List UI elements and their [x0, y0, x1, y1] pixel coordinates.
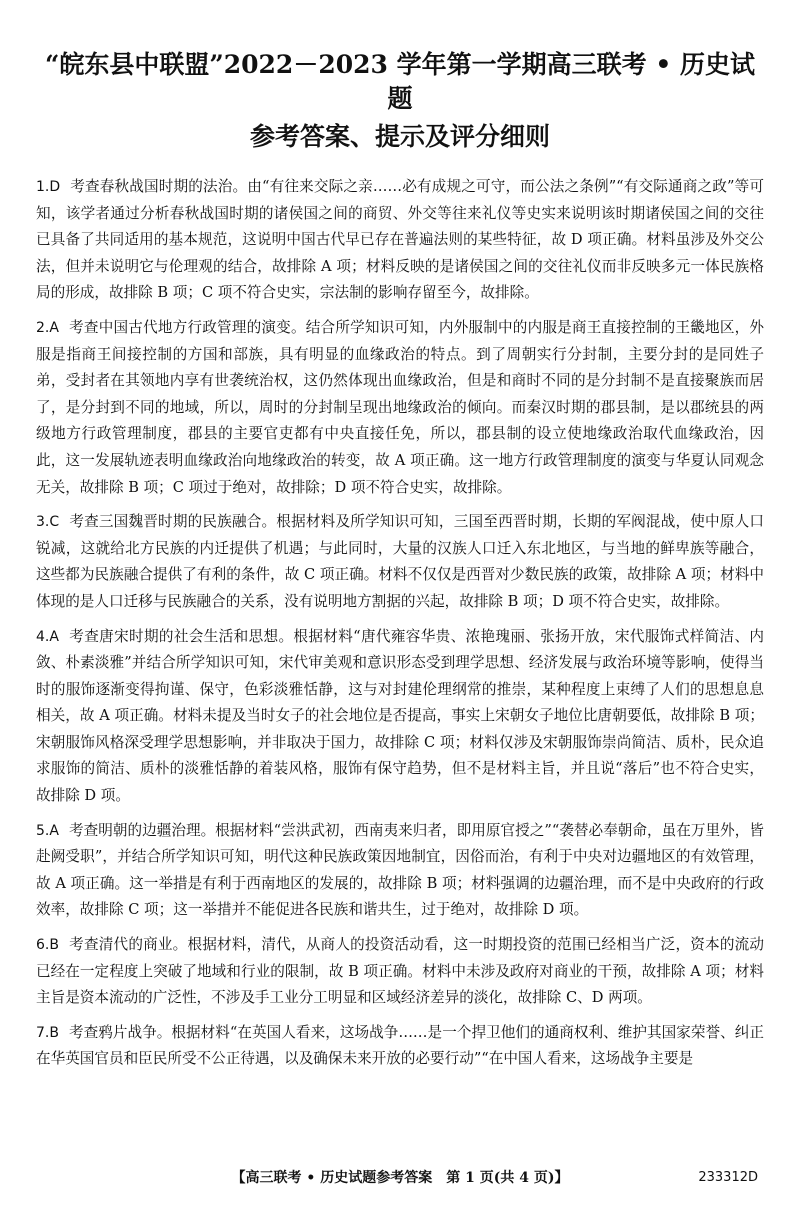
- answer-text: 考查清代的商业。根据材料，清代，从商人的投资活动看，这一时期投资的范围已经相当广泛，资本的流动已经在一定程度上突破了地域和行业的限制，故 B 项正确。材料中未涉及政府对商业的干预，故排除 A 项；材料主旨是资本流动的广泛性，不涉及手工业分工明显和区域经济差异的淡化，故排除 C、D 两项。: [36, 936, 764, 1007]
- answer-number: 7.B: [36, 1024, 59, 1041]
- answer-number: 4.A: [36, 628, 59, 645]
- answer-list: [36, 174, 764, 1073]
- answer-item-1: [36, 174, 764, 307]
- page-title: “皖东县中联盟”2022－2023 学年第一学期高三联考 • 历史试题: [44, 50, 755, 113]
- answer-text: 考查明朝的边疆治理。根据材料“尝洪武初，西南夷来归者，即用原官授之”“袭替必奉朝命，虽在万里外，皆赴阙受职”，并结合所学知识可知，明代这种民族政策因地制宜，因俗而治，有利于中央对边疆地区的有效管理，故 A 项正确。这一举措是有利于西南地区的发展的，故排除 B 项；材料强调的边疆治理，而不是中央政府的行政效率，故排除 C 项；这一举措并不能促进各民族和谐共生，过于绝对，故排除 D 项。: [36, 821, 764, 919]
- answer-text: 考查中国古代地方行政管理的演变。结合所学知识可知，内外服制中的内服是商王直接控制的王畿地区，外服是指商王间接控制的方国和部族，具有明显的血缘政治的特点。到了周朝实行分封制，主要分封的是同姓子弟，受封者在其领地内享有世袭统治权，这仍然体现出血缘政治，但是和商时不同的是分封制不是直接聚族而居了，是分封到不同的地域，所以，周时的分封制呈现出地缘政治的倾向。而秦汉时期的郡县制，是以郡统县的两级地方行政管理制度，郡县的主要官吏都有中央直接任免，所以，郡县制的设立使地缘政治取代血缘政治，因此，这一发展轨迹表明血缘政治向地缘政治的转变，故 A 项正确。这一地方行政管理制度的演变与华夏认同观念无关，故排除 B 项；C 项过于绝对，故排除；D 项不符合史实，故排除。: [36, 318, 764, 496]
- answer-text: 考查春秋战国时期的法治。由“有往来交际之亲……必有成规之可守，而公法之条例”“有交际通商之政”等可知，该学者通过分析春秋战国时期的诸侯国之间的商贸、外交等往来礼仪等史实来说明该时期诸侯国之间的交往已具备了共同适用的基本规范，这说明中国古代早已存在普遍法则的某些特征，故 D 项正确。材料虽涉及外交公法，但并未说明它与伦理观的结合，故排除 A 项；材料反映的是诸侯国之间的交往礼仪而非反映多元一体民族格局的形成，故排除 B 项；C 项不符合史实，宗法制的影响存留至今，故排除。: [36, 178, 764, 302]
- answer-item-3: [36, 509, 764, 615]
- answer-text: 考查唐宋时期的社会生活和思想。根据材料“唐代雍容华贵、浓艳瑰丽、张扬开放，宋代服饰式样简洁、内敛、朴素淡雅”并结合所学知识可知，宋代审美观和意识形态受到理学思想、经济发展与政治环境等影响，使得当时的服饰逐渐变得拘谨、保守，色彩淡雅恬静，这与对封建伦理纲常的推崇，某种程度上束缚了人们的思想息息相关，故 A 项正确。材料未提及当时女子的社会地位是否提高，事实上宋朝女子地位比唐朝要低，故排除 B 项；宋朝服饰风格深受理学思想影响，并非取决于国力，故排除 C 项；材料仅涉及宋朝服饰崇尚简洁、质朴，民众追求服饰的简洁、质朴的淡雅恬静的着装风格，服饰有保守趋势，但不是材料主旨，并且说“落后”也不符合史实，故排除 D 项。: [36, 627, 764, 805]
- answer-item-2: [36, 315, 764, 501]
- answer-number: 1.D: [36, 179, 61, 195]
- answer-text: 考查鸦片战争。根据材料“在英国人看来，这场战争……是一个捍卫他们的通商权利、维护其国家荣誉、纠正在华英国官员和臣民所受不公正待遇，以及确保未来开放的必要行动”“在中国人看来，这场战争主要是: [36, 1023, 764, 1068]
- answer-item-5: [36, 818, 764, 924]
- answer-number: 5.A: [36, 822, 59, 839]
- answer-number: 6.B: [36, 937, 59, 954]
- page-footer: [0, 1166, 800, 1190]
- document-code: 233312D: [698, 1170, 758, 1185]
- page-subtitle: 参考答案、提示及评分细则: [249, 122, 550, 151]
- answer-text: 考查三国魏晋时期的民族融合。根据材料及所学知识可知，三国至西晋时期，长期的军阀混战，使中原人口锐减，这就给北方民族的内迁提供了机遇；与此同时，大量的汉族人口迁入东北地区，与当地的鲜卑族等融合，这些都为民族融合提供了有利的条件，故 C 项正确。材料不仅仅是西晋对少数民族的政策，故排除 A 项；材料中体现的是人口迁移与民族融合的关系，没有说明地方割据的兴起，故排除 B 项；D 项不符合史实，故排除。: [36, 513, 764, 610]
- footer-label: 【高三联考 • 历史试题参考答案 第 1 页(共 4 页)】: [231, 1170, 569, 1186]
- answer-number: 2.A: [36, 319, 59, 336]
- answer-item-6: [36, 932, 764, 1012]
- answer-item-4: [36, 624, 764, 810]
- answer-number: 3.C: [36, 514, 60, 531]
- answer-item-7: [36, 1020, 764, 1073]
